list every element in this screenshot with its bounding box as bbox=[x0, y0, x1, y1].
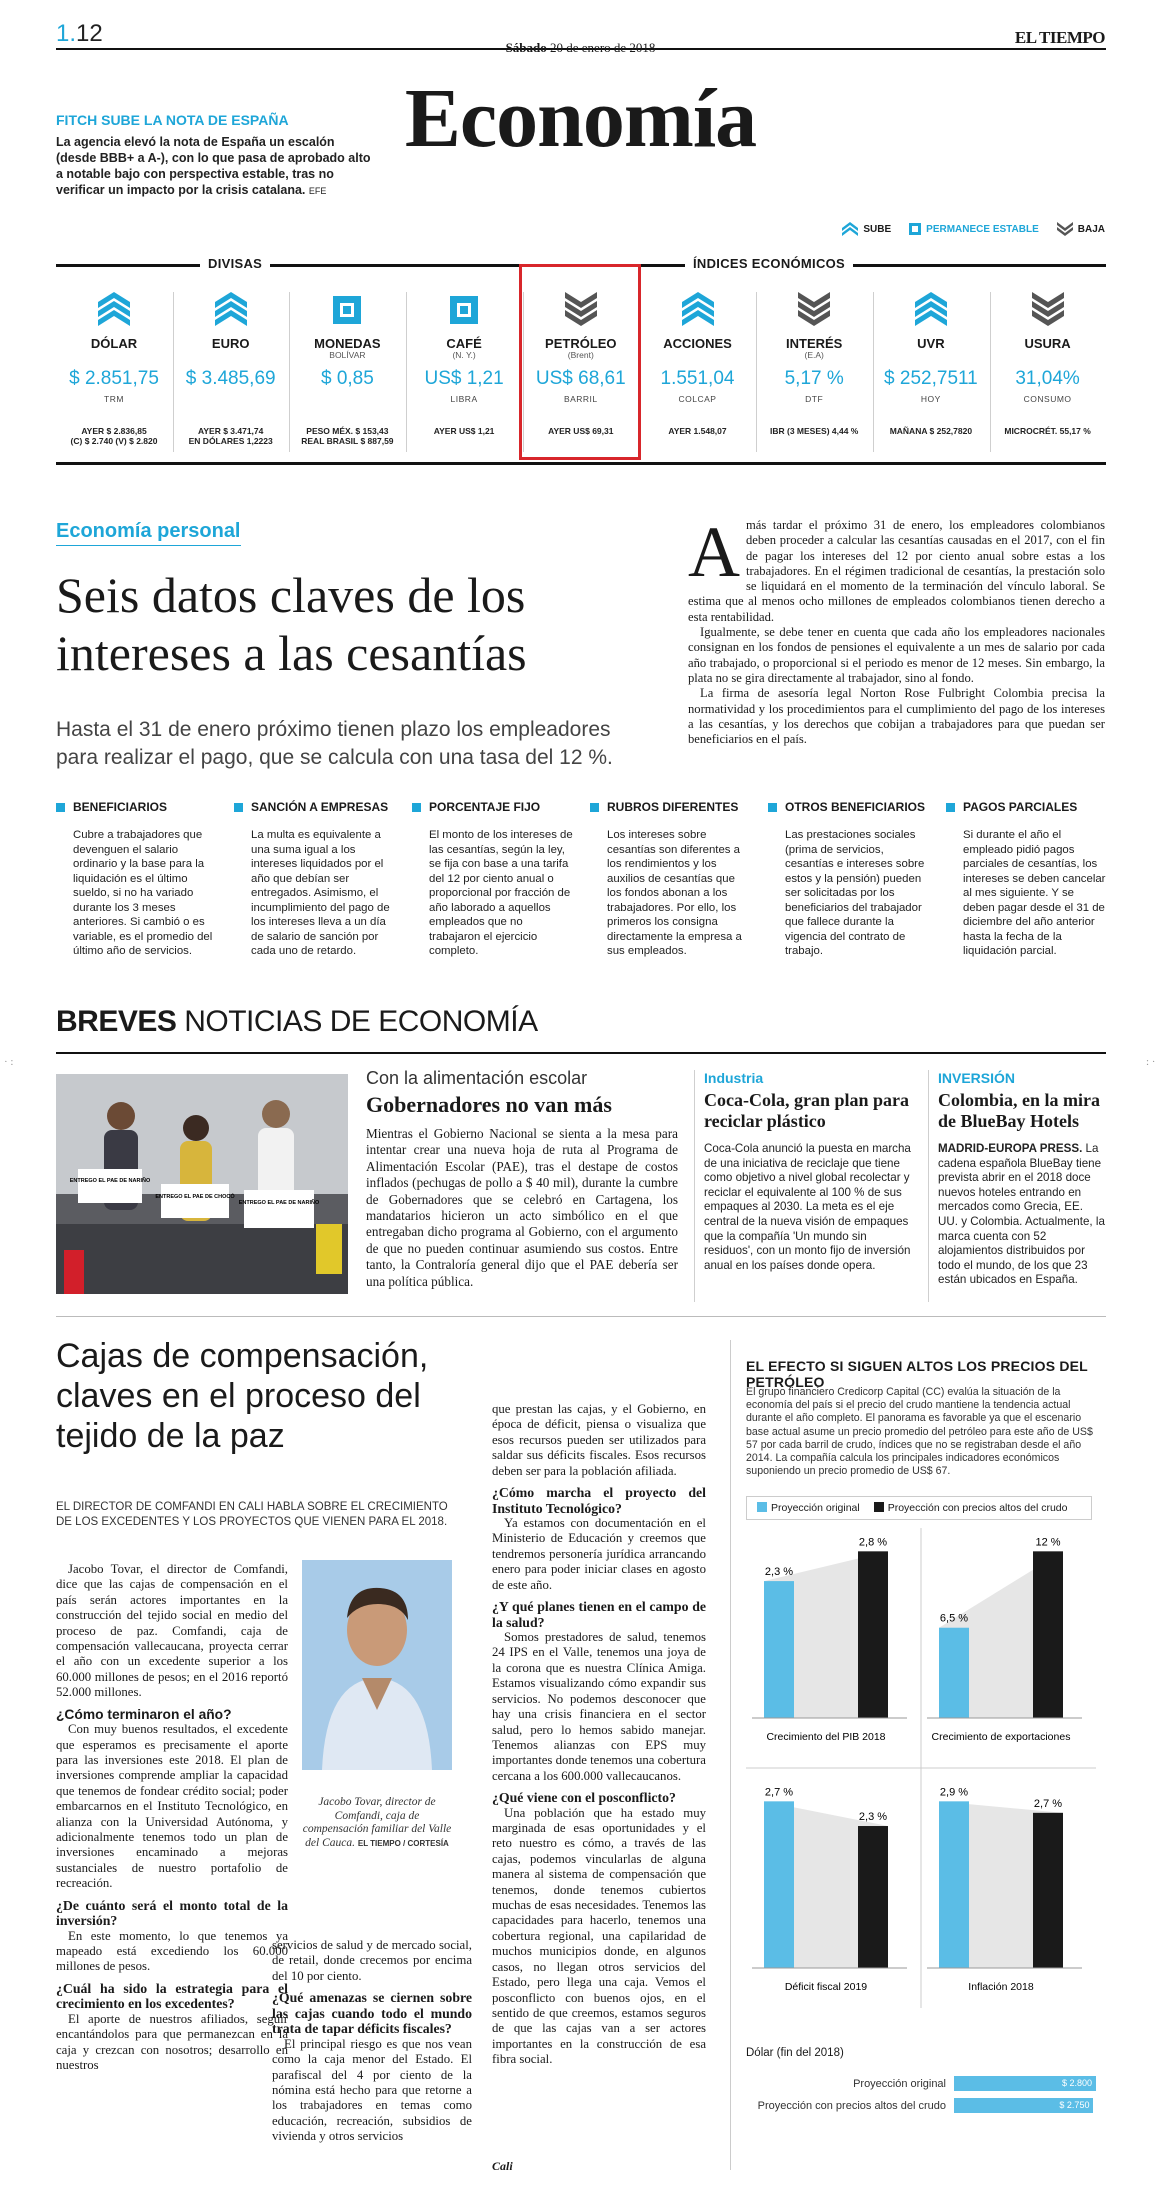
fact-item bbox=[234, 800, 394, 959]
indicator-name: INTERÉS bbox=[786, 336, 843, 351]
column-separator bbox=[928, 1070, 929, 1302]
fact-head: RUBROS DIFERENTES bbox=[590, 800, 750, 814]
group-label-indices: ÍNDICES ECONÓMICOS bbox=[685, 256, 853, 271]
indicator-sub: (N. Y.) bbox=[452, 350, 476, 360]
indicator-unit: TRM bbox=[104, 394, 124, 404]
fact-head: PORCENTAJE FIJO bbox=[412, 800, 572, 814]
fact-item bbox=[946, 800, 1106, 959]
bar-high bbox=[1033, 1551, 1063, 1718]
bar-high bbox=[858, 1826, 888, 1968]
cajas-answer: Ya estamos con documentación en el Ministerio de Educación y creemos que tendremos personería jurídica arrancando enero para poder iniciar clases en agosto de este año. bbox=[492, 1516, 706, 1592]
cajas-column-2 bbox=[272, 1938, 472, 2145]
photo-sign-3: ENTREGO EL PAE DE NARIÑO bbox=[238, 1200, 320, 1206]
brief-main-kicker: Con la alimentación escolar bbox=[366, 1068, 588, 1088]
cajas-answer: que prestan las cajas, y el Gobierno, en época de déficit, piensa o visualiza que esos recursos pueden ser utilizados para saldar sus déficits fiscales. Esos recursos deben ser para la población afiliada. bbox=[492, 1402, 706, 1478]
jacobo-tovar-portrait bbox=[302, 1560, 452, 1770]
legend-swatch-high bbox=[874, 1502, 884, 1512]
indicator-note: MICROCRÉT. 55,17 % bbox=[1004, 426, 1091, 436]
indicator-highlight-box bbox=[519, 264, 641, 460]
fact-item bbox=[412, 800, 572, 959]
indicator-name: PETRÓLEO bbox=[545, 336, 617, 351]
data-label-original: 6,5 % bbox=[939, 1612, 969, 1625]
indicator-note: PESO MÉX. $ 153,43 REAL BRASIL $ 887,59 bbox=[301, 426, 394, 446]
cajas-question: ¿De cuánto será el monto total de la inversión? bbox=[56, 1897, 288, 1929]
indicator-sub: (E.A) bbox=[804, 350, 824, 360]
indicator-euro bbox=[173, 272, 289, 458]
fact-text: El monto de los intereses de las cesantías, según la ley, se fija con base a una tarifa del 12 por ciento anual o proporcional por fracción de año laborado a aquellos empleados que no trabajaron el ejercicio completo. bbox=[429, 829, 573, 957]
cajas-column-1 bbox=[56, 1562, 288, 2073]
cajas-question: ¿Y qué planes tienen en el campo de la salud? bbox=[492, 1599, 706, 1630]
brief-inversion-body: MADRID-EUROPA PRESS. La cadena española BlueBay tiene prevista abrir en el 2018 doce nuevos hoteles entrando en mercados como Grecia, EE. UU. y Colombia. Actualmente, la marca cuenta con 52 alojamientos distribuidos por todo el mundo, de los que 23 están ubicados en España. bbox=[938, 1142, 1105, 1287]
fact-head: SANCIÓN A EMPRESAS bbox=[234, 800, 394, 814]
cajas-headline: Cajas de compensación, claves en el proceso del tejido de la paz bbox=[56, 1337, 429, 1455]
indicator-note: AYER $ 3.471,74 EN DÓLARES 1,2223 bbox=[188, 426, 273, 446]
margin-mark: · : bbox=[4, 1056, 14, 1068]
arrow-up-icon bbox=[98, 292, 130, 326]
bar-original bbox=[764, 1801, 794, 1968]
cajas-intro: Jacobo Tovar, el director de Comfandi, dice que las cajas de compensación en el país serán actores importantes en la construcción del tejido social en medio del proceso de paz. Comfandi, caja de compensación vallecaucana, proyecta cerrar el año con un excedente superior a los 60.000 millones de pesos; en el 2016 reportó 52.000 millones. bbox=[56, 1562, 288, 1700]
square-bullet-icon bbox=[946, 803, 955, 812]
breves-bottom-rule bbox=[56, 1316, 1106, 1317]
portrait-illustration bbox=[302, 1560, 452, 1770]
dolar-row bbox=[746, 2076, 1096, 2091]
data-label-high: 2,3 % bbox=[858, 1811, 888, 1824]
fact-text: Las prestaciones sociales (prima de servicios, cesantías e intereses sobre estos y la pensión) pueden ser solicitadas por los beneficiarios del trabajador que fallece durante la vigencia del contrato de trabajo. bbox=[785, 829, 925, 957]
data-label-original: 2,9 % bbox=[939, 1786, 969, 1799]
legend-stable: PERMANECE ESTABLE bbox=[909, 223, 1039, 235]
brief-industria-title: Coca-Cola, gran plan para reciclar plástico bbox=[704, 1090, 910, 1131]
indicator-separator bbox=[756, 292, 757, 452]
indicator-value: US$ 1,21 bbox=[424, 368, 504, 389]
cajas-answer: El aporte de nuestros afiliados, seguir encantándolos para que permanezcan en la caja y crezcan con nosotros; desarrollo en nuestros bbox=[56, 2011, 288, 2073]
indicator-value: 1.551,04 bbox=[660, 368, 735, 389]
indicator-note: AYER $ 2.836,85 (C) $ 2.740 (V) $ 2.820 bbox=[70, 426, 158, 446]
cajas-answer: En este momento, lo que tenemos ya mapeado está excediendo los 60.000 millones de pesos. bbox=[56, 1928, 288, 1974]
bar-high bbox=[858, 1551, 888, 1718]
data-label-high: 12 % bbox=[1035, 1536, 1061, 1549]
indicator-separator bbox=[873, 292, 874, 452]
data-label-original: 2,7 % bbox=[764, 1786, 794, 1799]
dolar-row-name: Proyección con precios altos del crudo bbox=[757, 2099, 946, 2112]
panel-name: Crecimiento de exportaciones bbox=[931, 1731, 1071, 1743]
article-deck: Hasta el 31 de enero próximo tienen plazo los empleadores para realizar el pago, que se calcula con una tasa del 12 %. bbox=[56, 718, 613, 769]
indicator-note: AYER 1.548,07 bbox=[668, 426, 727, 436]
column-separator bbox=[694, 1070, 695, 1302]
cajas-signoff: Cali bbox=[492, 2159, 513, 2173]
square-icon bbox=[331, 292, 363, 326]
fact-text: Cubre a trabajadores que devenguen el salario ordinario y la base para la liquidación es el último sueldo, si no ha variado durante los 3 meses anteriores. Si cambió o es variable, es el promedio del último año de servicios. bbox=[73, 829, 213, 957]
indicator-value: $ 0,85 bbox=[320, 368, 374, 389]
indicator-value: $ 3.485,69 bbox=[185, 368, 276, 389]
indicator-unit: LIBRA bbox=[450, 394, 478, 404]
dolar-row-name: Proyección original bbox=[853, 2077, 946, 2090]
bar-original bbox=[939, 1801, 969, 1968]
indicator-separator bbox=[289, 292, 290, 452]
breves-rule bbox=[56, 1052, 1106, 1054]
arrow-up-icon bbox=[915, 292, 947, 326]
cajas-question: ¿Cómo marcha el proyecto del Instituto Tecnológico? bbox=[492, 1485, 706, 1516]
brief-inversion-title: Colombia, en la mira de BlueBay Hotels bbox=[938, 1090, 1100, 1131]
indicator-value: US$ 68,61 bbox=[535, 368, 626, 389]
data-label-original: 2,3 % bbox=[764, 1566, 794, 1579]
page-number: 1.12 bbox=[56, 20, 103, 47]
brief-inversion-kicker: INVERSIÓN bbox=[938, 1070, 1016, 1086]
oil-chart-title: EL EFECTO SI SIGUEN ALTOS LOS PRECIOS DEL PETRÓLEO bbox=[746, 1358, 1088, 1390]
indicators-bottom-rule bbox=[56, 462, 1106, 465]
arrow-down-icon bbox=[1057, 222, 1073, 236]
cajas-question: ¿Qué viene con el posconflicto? bbox=[492, 1790, 676, 1806]
section-title: Economía bbox=[404, 72, 757, 165]
dolar-row-bar: $ 2.800 bbox=[954, 2076, 1096, 2091]
fact-item bbox=[56, 800, 216, 959]
article-headline: Seis datos claves de los intereses a las cesantías bbox=[56, 567, 527, 681]
data-label-high: 2,7 % bbox=[1033, 1797, 1063, 1810]
indicator-unit: BARRIL bbox=[563, 394, 598, 404]
dolar-projection-label: Dólar (fin del 2018) bbox=[746, 2047, 844, 2059]
indicator-note: MAÑANA $ 252,7820 bbox=[889, 426, 973, 436]
indicator-name: MONEDAS bbox=[314, 336, 381, 351]
brief-main-title: Gobernadores no van más bbox=[366, 1092, 612, 1117]
breves-title: BREVES NOTICIAS DE ECONOMÍA bbox=[56, 1005, 538, 1038]
arrow-up-icon bbox=[842, 222, 858, 236]
indicator-interés bbox=[756, 272, 872, 458]
indicator-name: EURO bbox=[211, 336, 250, 351]
brief-industria-body: Coca-Cola anunció la puesta en marcha de una iniciativa de reciclaje que tiene como objetivo a nivel global recolectar y reciclar el equivalente al 100 % de sus empaques al 2030. La meta es el eje central de la nueva visión de empaques que la compañía 'Un mundo sin residuos', con un monto fijo de inversión anual en los países donde opera. bbox=[704, 1142, 911, 1272]
panel-name: Inflación 2018 bbox=[968, 1981, 1034, 1993]
cajas-answer: Somos prestadores de salud, tenemos 24 IPS en el Valle, tenemos una joya de la corona que es nuestra Clínica Amiga. Estamos visualizando cómo expandir sus servicios. No podemos desconocer que hay una crisis financiera en el sector salud, pero lo hemos sabido manejar. Tenemos alianzas con EPS muy importantes donde tenemos una cobertura cercana a los 600.000 vallecaucanos. bbox=[492, 1630, 706, 1783]
section-kicker: Economía personal bbox=[56, 520, 241, 546]
indicator-dólar bbox=[56, 272, 172, 458]
fact-head: PAGOS PARCIALES bbox=[946, 800, 1106, 814]
bar-original bbox=[764, 1581, 794, 1718]
indicator-name: UVR bbox=[917, 336, 945, 351]
indicator-uvr bbox=[873, 272, 989, 458]
indicator-value: $ 2.851,75 bbox=[69, 368, 159, 389]
date-line: Sábado 20 de enero de 2018 bbox=[505, 40, 656, 55]
indicator-unit: CONSUMO bbox=[1023, 394, 1072, 404]
indicator-name: DÓLAR bbox=[90, 336, 138, 351]
fact-text: La multa es equivalente a una suma igual a los intereses liquidados por el año que debían ser entregados. Asimismo, el incumplimiento del pago de los intereses lleva a un día de salario de sanción por cada uno de retardo. bbox=[251, 829, 390, 957]
indicator-monedas bbox=[289, 272, 405, 458]
indicator-unit: HOY bbox=[920, 394, 941, 404]
body-paragraph: más tardar el próximo 31 de enero, los empleadores colombianos deben proceder a calcular las cesantías causadas en el 2017, con el fin de pagar los intereses del 12 por ciento anual sobre estas a los trabajadores. En el régimen tradicional de cesantías, la prestación solo se liquidará en el momento de la terminación del vínculo laboral. Se estima que al menos ocho millones de empleados colombianos tienen derecho a esta rentabilidad. bbox=[688, 518, 1105, 624]
drop-cap: A bbox=[688, 512, 740, 592]
cajas-answer: servicios de salud y de mercado social, de retail, donde crecemos por encima del 10 por ciento. bbox=[272, 1938, 472, 1983]
fact-head: OTROS BENEFICIARIOS bbox=[768, 800, 928, 814]
indicator-note: AYER US$ 69,31 bbox=[548, 426, 614, 436]
cajas-answer: Una población que ha estado muy marginada de esas oportunidades y el reto nuestro es cómo, a través de las cajas, podemos vincularlas de alguna manera al sistema de compensación que tenemos, donde tenemos cubiertos muchas de esas necesidades. Tenemos las capacidades para hacerlo, tenemos una cobertura regional, una capilaridad de muchos municipios donde, en algunos casos, no llegan otros servicios del Estado, pero llega una caja. Vemos el posconflicto con buenos ojos, en el sentido de que creemos, estamos seguros de que las cajas van a ser actores importantes en la construcción de esa fibra social. bbox=[492, 1805, 706, 2067]
square-icon bbox=[909, 223, 921, 235]
fact-text: Los intereses sobre cesantías son diferentes a los rendimientos y los auxilios de cesantías que los fondos abonan a los trabajadores. Por ello, los primeros los consigna directamente la empresa a sus empleados. bbox=[607, 829, 742, 957]
indicator-value: 5,17 % bbox=[784, 368, 844, 389]
cajas-answer: Con muy buenos resultados, el excedente que esperamos es precisamente el aporte para las inversiones este 2018. El plan de inversiones comprende ampliar la capacidad que tenemos de fondear crédito social; poder embarcarnos en el Instituto Tecnológico, en alianza con la Universidad Autónoma, y adicionalmente tenemos todo un plan de inversiones encaminado a mejoras sustanciales de nuestro portafolio de recreación. bbox=[56, 1722, 288, 1891]
indicator-sub: (Brent) bbox=[567, 350, 594, 360]
legend-down: BAJA bbox=[1057, 222, 1105, 236]
margin-mark: : · bbox=[1146, 1056, 1156, 1068]
arrow-down-icon bbox=[798, 292, 830, 326]
arrow-up-icon bbox=[215, 292, 247, 326]
square-bullet-icon bbox=[56, 803, 65, 812]
dolar-row-bar: $ 2.750 bbox=[954, 2098, 1093, 2113]
body-paragraph: Igualmente, se debe tener en cuenta que cada año los empleadores nacionales consignan en los fondos de pensiones el equivalente a un mes de salario por cada año trabajado, o proporcional si el periodo es menor de 12 meses. Sin embargo, la plata no se gira directamente al trabajador, sino al fondo. bbox=[688, 625, 1105, 685]
indicator-note: AYER US$ 1,21 bbox=[433, 426, 495, 436]
fitch-headline: FITCH SUBE LA NOTA DE ESPAÑA bbox=[56, 112, 289, 128]
brief-main-body: Mientras el Gobierno Nacional se sienta a la mesa para intentar crear una nueva hoja de ruta al Programa de Alimentación Escolar (PAE), tras el destape de costos inflados (pechugas de pollo a $ 40 mil), durante la cumbre de Gobernadores que se celebró en Cartagena, los mandatarios hicieron un acto simbólico en el que entregaban dicho programa al Gobierno, con el argumento de que no pueden continuar asumiendo sus costos. Entre tanto, la Contraloría general dijo que el PAE debería ser una política pública. bbox=[366, 1126, 678, 1289]
square-bullet-icon bbox=[234, 803, 243, 812]
indicator-name: ACCIONES bbox=[663, 336, 732, 351]
governors-photo-illustration bbox=[56, 1074, 348, 1294]
data-label-high: 2,8 % bbox=[858, 1536, 888, 1549]
legend-up: SUBE bbox=[842, 222, 891, 236]
indicator-name: CAFÉ bbox=[446, 336, 482, 351]
photo-sign-2: ENTREGO EL PAE DE CHOCÓ bbox=[155, 1194, 235, 1200]
cajas-deck: EL DIRECTOR DE COMFANDI EN CALI HABLA SOBRE EL CRECIMIENTO DE LOS EXCEDENTES Y LOS PROYECTOS QUE VIENEN PARA EL 2018. bbox=[56, 1501, 448, 1528]
square-icon bbox=[448, 292, 480, 326]
fact-text: Si durante el año el empleado pidió pagos parciales de cesantías, los intereses se deben cancelar al mes siguiente. Y se deben pagar desde el 31 de diciembre del año anterior hasta la fecha de la liquidación parcial. bbox=[963, 829, 1106, 957]
fact-item bbox=[590, 800, 750, 959]
square-bullet-icon bbox=[412, 803, 421, 812]
cajas-question: ¿Qué amenazas se ciernen sobre las cajas cuando todo el mundo trata de tapar déficits fiscales? bbox=[272, 1990, 472, 2037]
trend-legend bbox=[842, 222, 1105, 236]
legend-high: Proyección con precios altos del crudo bbox=[874, 1502, 1068, 1514]
indicator-value: $ 252,7511 bbox=[884, 368, 978, 389]
indicator-usura bbox=[990, 272, 1106, 458]
arrow-up-icon bbox=[682, 292, 714, 326]
photo-sign-1: ENTREGO EL PAE DE NARIÑO bbox=[69, 1178, 151, 1184]
indicator-separator bbox=[990, 292, 991, 452]
arrow-down-icon bbox=[1032, 292, 1064, 326]
cajas-question: ¿Cómo terminaron el año? bbox=[56, 1706, 232, 1722]
cajas-answer: El principal riesgo es que nos vean como la caja menor del Estado. El parafiscal del 4 por ciento de la nómina está hecho para que retorne a los trabajadores en temas como educación, recreación, subsidios de vivienda y otros servicios bbox=[272, 2036, 472, 2144]
oil-chart-legend bbox=[746, 1496, 1092, 1520]
indicator-acciones bbox=[640, 272, 756, 458]
indicator-café bbox=[406, 272, 522, 458]
group-label-divisas: DIVISAS bbox=[200, 256, 270, 271]
bar-high bbox=[1033, 1813, 1063, 1968]
panel-name: Crecimiento del PIB 2018 bbox=[766, 1731, 886, 1743]
indicator-name: USURA bbox=[1024, 336, 1071, 351]
body-paragraph: La firma de asesoría legal Norton Rose Fulbright Colombia precisa la normatividad y los procedimientos para el cumplimiento del pago de los intereses a las cesantías, y los derechos que cobijan a trabajadores para que puedan ser beneficiarios en el país. bbox=[688, 686, 1105, 747]
cajas-question: ¿Cuál ha sido la estrategia para el crecimiento en los excedentes? bbox=[56, 1980, 288, 2012]
article-body bbox=[688, 512, 1105, 747]
portrait-caption: Jacobo Tovar, director de Comfandi, caja de compensación familiar del Valle del Cauca. EL TIEMPO / CORTESÍA bbox=[302, 1796, 452, 1849]
oil-chart-svg bbox=[746, 1528, 1096, 2028]
governors-photo bbox=[56, 1074, 348, 1294]
fact-item bbox=[768, 800, 928, 959]
indicator-separator bbox=[173, 292, 174, 452]
panel-name: Déficit fiscal 2019 bbox=[784, 1981, 868, 1993]
brief-industria-kicker: Industria bbox=[704, 1070, 764, 1086]
legend-swatch-original bbox=[757, 1502, 767, 1512]
fitch-body: La agencia elevó la nota de España un escalón (desde BBB+ a A-), con lo que pasa de aprobado alto a notable bajo con perspectiva estable, tras no verificar un impacto por la crisis catalana. EFE bbox=[56, 135, 371, 197]
oil-chart-text: El grupo financiero Credicorp Capital (CC) evalúa la situación de la economía del país si el precio del crudo mantiene la tendencia actual durante el año completo. El panorama es favorable ya que el escenario base actual asume un precio promedio del petróleo para este año de US$ 57 por cada barril de crudo, índices que no se registraban desde el año 2014. La compañía calcula los principales indicadores económicos suponiendo un precio promedio de US$ 67. bbox=[746, 1386, 1093, 1478]
fact-head: BENEFICIARIOS bbox=[56, 800, 216, 814]
dolar-row bbox=[746, 2098, 1093, 2113]
square-bullet-icon bbox=[768, 803, 777, 812]
indicator-note: IBR (3 MESES) 4,44 % bbox=[770, 426, 859, 436]
indicator-value: 31,04% bbox=[1015, 368, 1080, 389]
cajas-column-3 bbox=[492, 1402, 706, 2068]
brief-industria bbox=[704, 1070, 918, 1273]
indicator-separator bbox=[406, 292, 407, 452]
indicator-unit: COLCAP bbox=[678, 394, 717, 404]
indicator-unit: DTF bbox=[805, 394, 824, 404]
bar-original bbox=[939, 1628, 969, 1718]
square-bullet-icon bbox=[590, 803, 599, 812]
brand-logo: EL TIEMPO bbox=[1014, 28, 1105, 47]
indicator-sub: BOLÍVAR bbox=[329, 350, 366, 360]
legend-original: Proyección original bbox=[757, 1502, 860, 1514]
brief-inversion bbox=[938, 1070, 1106, 1288]
